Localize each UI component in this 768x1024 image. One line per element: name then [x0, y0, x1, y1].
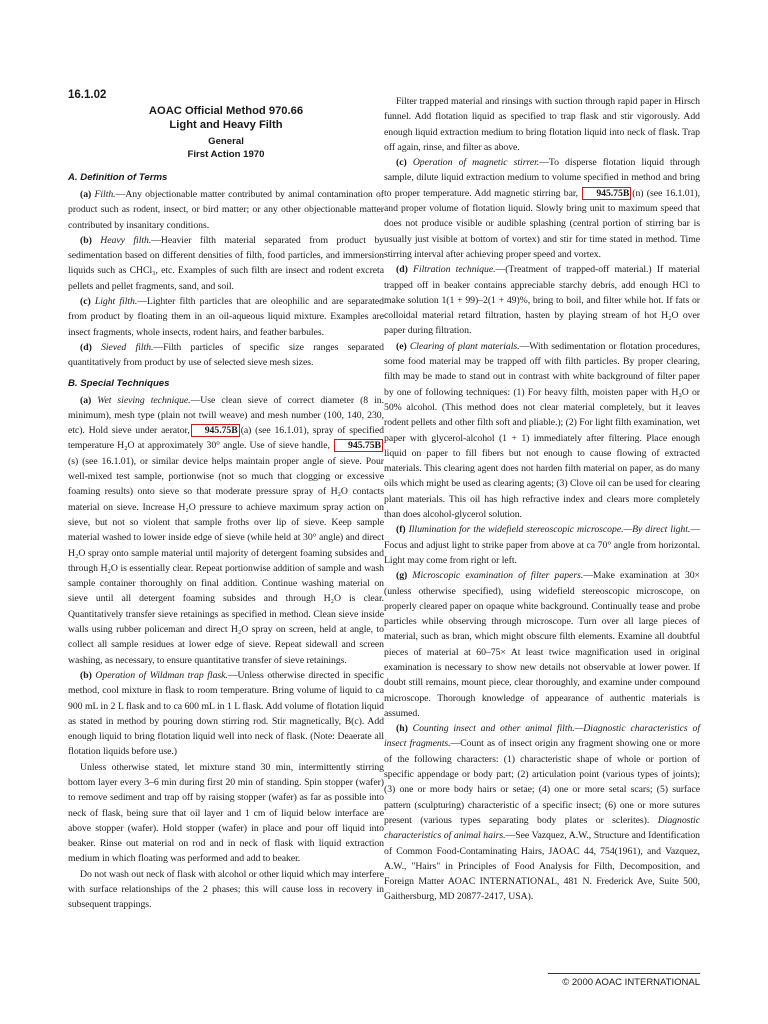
- item-text: —Count as of insect origin any fragment showing one or more of the following characters: (1) characteristic shape of whole or portion of specific appendage or body part; (2) articulation point (various types of joints); (3) one or more body hairs or setae; (4) one or more setal scars; (5) surface pattern (sculpturing) characteristic of a specific insect; (6) one or more sutures present (various types separating body plates or sclerites).: [384, 738, 700, 826]
- item-term: Wet sieving technique.: [97, 394, 191, 406]
- magnetic-stirrer-paragraph: [384, 155, 700, 262]
- section-number: 16.1.02: [68, 89, 107, 101]
- item-label: (a): [80, 189, 92, 200]
- item-label: (g): [396, 570, 408, 582]
- filter-paragraph: Filter trapped material and rinsings with suction through rapid paper in Hirsch funnel. Add flotation liquid as specified to trap flask and stir vigorously. Add enough liquid extraction medium to bring flotation liquid into neck of flask. Trap off again, rinse, and filter as above.: [384, 96, 700, 153]
- clearing-paragraph: [384, 339, 700, 523]
- item-text: —With sedimentation or flotation procedures, some food material may be trapped off with filth particles. By proper clearing, filth may be made to stand out in contrast with white background of filter paper by one of following techniques: (1) For heavy filth, moisten paper with H₂O or 50% alcohol. (This method does not clear material completely, but it leaves rodent pellets and other filth soft and pliable.); (2) For light filth examination, wet paper with glycerol-alcohol (1 + 1) immediately after filtering. Place enough liquid on paper to fill fibers but not enough to cause flowing of extracted materials. This clearing agent does not harden filth material on paper, as do many oils which might be used as clearing agents; (3) Clove oil can be used for clearing plant materials. This oil has high refractive index and clears more completely than does alcohol-glycerol solution.: [384, 340, 701, 521]
- item-text: (a) (see 16.1.01), spray of specified temperature H₂O at approximately 30° angle. Use of sieve handle,: [68, 425, 384, 452]
- item-label: (c): [80, 296, 91, 308]
- section-a-heading: A. Definition of Terms: [68, 172, 168, 183]
- item-text: —Heavier filth material separated from product by sedimentation based on different densities of filth, food particles, and immersion liquids such as CHCl₃, etc. Examples of such filth are insect and rodent excreta pellets and pellet fragments, sand, and soil.: [68, 234, 385, 292]
- item-text: (n) (see 16.1.01), and proper volume of flotation liquid. Slowly bring unit to maximum speed that does not produce visible or audible splashing (central portion of stirring bar is usually just visible at bottom of vortex) and stir for time stated in method. Time stirring interval after achieving proper speed and vortex.: [384, 187, 700, 260]
- method-reference-link[interactable]: 945.75B: [582, 187, 631, 200]
- item-text: —(Treatment of trapped-off material.) If material trapped off in beaker contains appreciable starchy debris, add enough HCl to make solution 1(1 + 99)–2(1 + 49)%, bring to boil, and filter while hot. If fats or colloidal material retard filtration, hasten by playing stream of hot H₂O over paper during filtration.: [384, 264, 700, 337]
- wildman-trap-paragraph: [68, 668, 384, 760]
- item-term: Illumination for the widefield stereoscopic microscope.—By direct light.: [408, 524, 691, 536]
- filtration-paragraph: [384, 262, 700, 338]
- counting-filth-paragraph: [384, 721, 700, 905]
- item-label: (b): [80, 669, 92, 681]
- method-category: General: [208, 136, 244, 147]
- method-reference-link[interactable]: 945.75B: [191, 424, 240, 437]
- item-label: (b): [80, 234, 92, 246]
- item-text: (s) (see 16.1.01), or similar device helps maintain proper angle of sieve. Pour well-mixed test sample, portionwise (not so much that clogging or excessive foaming results) onto sieve so that moderate pressure spray of H₂O contacts material on sieve. Increase H₂O pressure to achieve maximum spray action on sieve, but not so violent that sample froths over lip of sieve. Keep sample material washed to lower inside edge of sieve (while held at 30° angle) and direct H₂O spray onto sample material until majority of detergent foaming subsides and through H₂O is essentially clear. Repeat portionwise addition of sample and wash sample container thoroughly on final addition. Continue washing material on sieve until all detergent foaming subsides and through H₂O is clear. Quantitatively transfer sieve retainings as specified in method. Clean sieve inside walls using rubber policeman and direct H₂O spray on screen, held at angle, to collect all sample residues at lower edge of sieve. Repeat sidewall and screen washing, as necessary, to ensure quantitative transfer of sieve retainings.: [68, 455, 384, 666]
- item-label: (e): [396, 340, 407, 352]
- illumination-paragraph: [384, 522, 700, 568]
- item-term: Diagnostic characteristics of animal hairs.: [384, 814, 700, 842]
- item-text: —Focus and adjust light to strike paper from above at ca 70° angle from horizontal. Light may come from right or left.: [384, 524, 701, 566]
- item-text: —To disperse flotation liquid through sample, dilute liquid extraction medium to volume specified in method and bring to proper temperature. Add magnetic stirring bar,: [384, 157, 700, 199]
- standing-paragraph: Unless otherwise stated, let mixture stand 30 min, intermittently stirring bottom layer every 3–6 min during first 20 min of standing. Spin stopper (wafer) to remove sediment and trap off by raising stopper (wafer) as far as possible into neck of flask, being sure that oil layer and 1 cm of liquid below interface are above stopper (wafer). Hold stopper (wafer) in place and pour off liquid into beaker. Rinse out material on rod and in neck of flask with liquid extraction medium in which floating was performed and add to beaker.: [68, 761, 384, 865]
- item-text: —See Vazquez, A.W., Structure and Identification of Common Food-Contaminating Hairs, JAOAC 44, 754(1961), and Vazquez, A.W., "Hairs" in Principles of Food Analysis for Filth, Decomposition, and Foreign Matter AOAC INTERNATIONAL, 481 N. Frederick Ave, Suite 500, Gaithersburg, MD 20877-2417, USA).: [384, 830, 700, 903]
- copyright-footer: © 2000 AOAC INTERNATIONAL: [548, 973, 700, 988]
- item-label: (f): [396, 524, 406, 536]
- wet-sieving-paragraph: [68, 393, 384, 668]
- microscopic-exam-paragraph: [384, 568, 700, 721]
- definition-light-filth: [68, 294, 384, 340]
- item-term: Microscopic examination of filter papers.: [412, 570, 584, 582]
- definition-heavy-filth: [68, 233, 384, 294]
- item-label: (c): [396, 157, 407, 169]
- item-term: Filth.: [94, 189, 116, 200]
- item-term: Clearing of plant materials.: [409, 340, 520, 352]
- item-text: —Any objectionable matter contributed by animal contamination of product such as rodent, insect, or bird matter; or any other objectionable matter contributed by insanitary conditions.: [68, 189, 384, 231]
- item-term: Heavy filth.: [100, 234, 152, 246]
- method-action-status: First Action 1970: [187, 149, 265, 160]
- method-subtitle: Light and Heavy Filth: [169, 119, 283, 131]
- item-term: Light filth.: [94, 296, 138, 308]
- definition-filth: [68, 187, 384, 233]
- item-term: Operation of magnetic stirrer.: [412, 157, 540, 169]
- section-b-heading: B. Special Techniques: [68, 377, 170, 389]
- item-term: Sieved filth.: [101, 341, 154, 353]
- item-term: Filtration technique.: [413, 264, 496, 276]
- definition-sieved-filth: [68, 340, 384, 371]
- method-reference-link[interactable]: 945.75B: [334, 439, 383, 452]
- item-label: (d): [396, 264, 408, 276]
- item-text: —Use clean sieve of correct diameter (8 in. minimum), mesh type (plain not twill weave) and mesh number (100, 140, 230, etc). Hold sieve under aerator,: [68, 394, 385, 437]
- item-label: (h): [396, 723, 408, 735]
- item-text: —Make examination at 30× (unless otherwise specified), using widefield stereoscopic microscope, on properly cleared paper on opaque white background. Continually tease and probe particles while observing through microscope. Turn over all large pieces of material, such as bran, which might obscure filth elements. Examine all doubtful pieces of material at 60–75× At least twice magnification used in original examination is necessary to show new details not observable at lower power. If doubt still remains, mount piece, clear thoroughly, and examine under compound microscope. Thorough knowledge of appearance of authentic materials is assumed.: [384, 570, 701, 719]
- item-label: (d): [80, 341, 92, 353]
- item-text: —Lighter filth particles that are oleophilic and are separated from product by floating them in an oil-aqueous liquid mixture. Examples are insect fragments, whole insects, rodent hairs, and feather barbules.: [68, 296, 384, 338]
- item-term: Operation of Wildman trap flask.: [95, 669, 228, 681]
- item-term: Counting insect and other animal filth.—Diagnostic characteristics of insect fragments.: [384, 723, 700, 750]
- do-not-wash-paragraph: Do not wash out neck of flask with alcohol or other liquid which may interfere with surface relationships of the 2 phases; this will cause loss in recovery in subsequent trappings.: [68, 868, 384, 911]
- left-column: [68, 88, 384, 913]
- right-column: [384, 94, 700, 905]
- item-text: —Unless otherwise directed in specific method, cool mixture in flask to room temperature. Bring volume of liquid to ca 900 mL in 2 L flask and to ca 600 mL in 1 L flask. Add volume of flotation liquid as stated in method by pouring down stirring rod. Stir magnetically, B(c). Add enough liquid to bring flotation liquid well into neck of flask. (Note: Deaerate all flotation liquids before use.): [68, 669, 384, 758]
- method-title-block: [68, 104, 384, 161]
- item-text: —Filth particles of specific size ranges separated quantitatively from product by use of selected sieve mesh sizes.: [68, 341, 384, 369]
- item-label: (a): [80, 394, 92, 406]
- method-title: AOAC Official Method 970.66: [148, 105, 304, 117]
